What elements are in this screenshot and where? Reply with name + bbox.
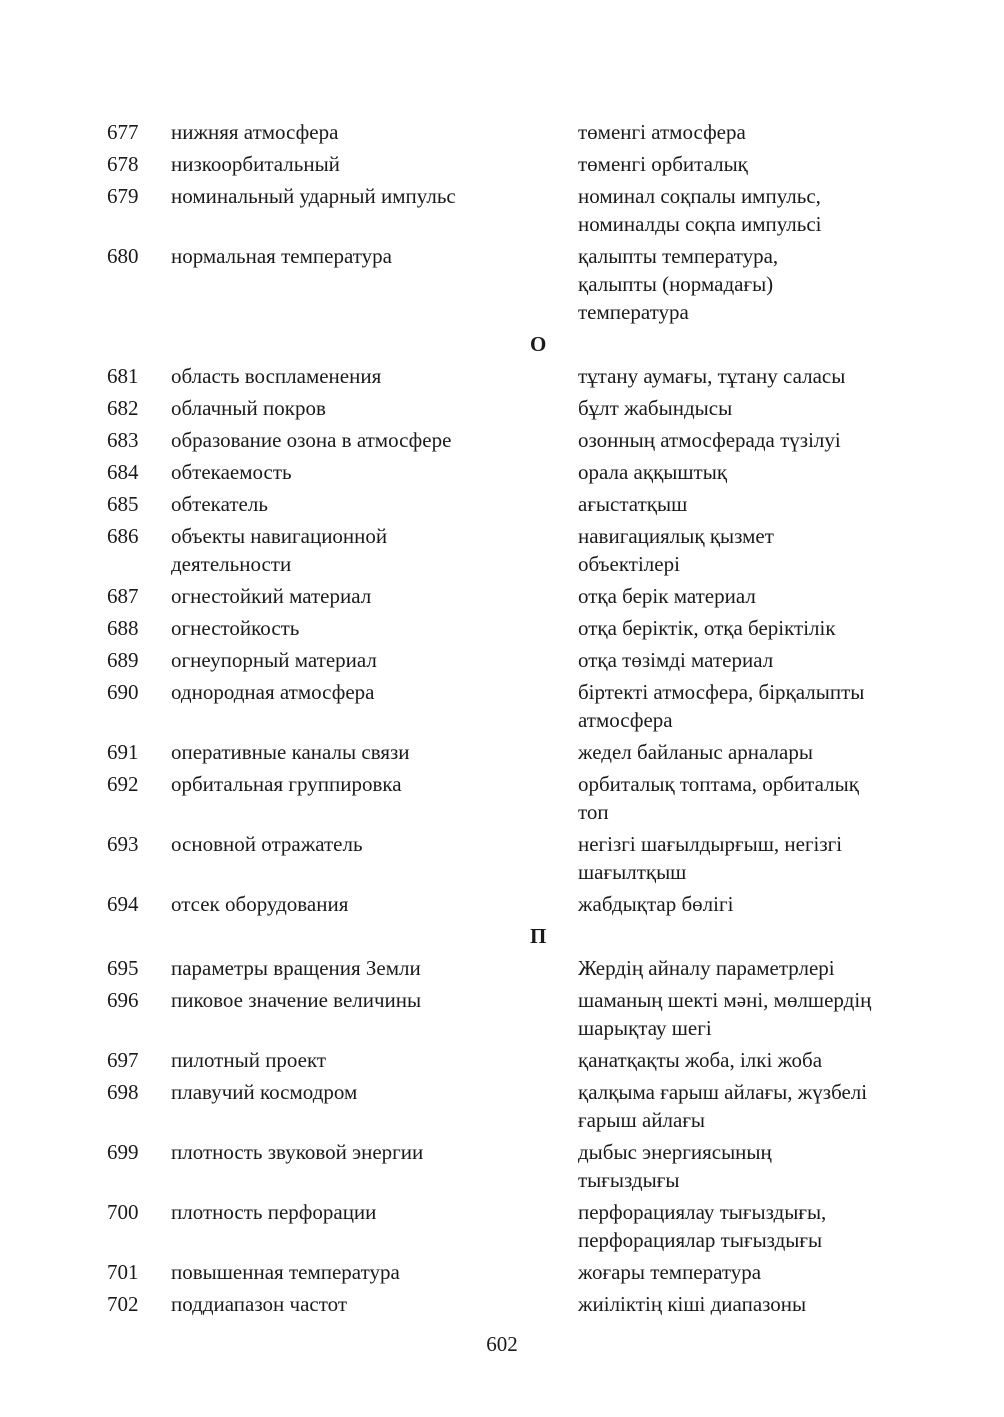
entry-number: 688 [107,616,139,640]
entry-number: 702 [107,1292,139,1316]
entry-number: 690 [107,680,139,704]
entry-row [0,426,1004,458]
kazakh-term [578,738,908,766]
kazakh-term-line: объектілері [578,552,680,576]
kazakh-term [578,582,908,610]
russian-term [171,646,561,674]
russian-term-line: нижняя атмосфера [171,120,339,144]
entry-row [0,1046,1004,1078]
entry-number: 677 [107,120,139,144]
kazakh-term-line: біртекті атмосфера, бірқалыпты [578,680,865,704]
kazakh-term [578,458,908,486]
kazakh-term-line: бұлт жабындысы [578,396,733,420]
russian-term-line: область воспламенения [171,364,382,388]
kazakh-term [578,986,908,1042]
entry-row [0,522,1004,582]
russian-term [171,1258,561,1286]
entry-row [0,954,1004,986]
entry-row [0,1138,1004,1198]
russian-term-line: огнестойкость [171,616,300,640]
russian-term-line: пилотный проект [171,1048,327,1072]
entry-number: 678 [107,152,139,176]
kazakh-term [578,614,908,642]
kazakh-term [578,394,908,422]
kazakh-term-line: озонның атмосферада түзілуі [578,428,841,452]
russian-term [171,362,561,390]
russian-term-line: облачный покров [171,396,326,420]
entry-number: 686 [107,524,139,548]
kazakh-term [578,242,908,326]
kazakh-term-line: шаманың шекті мәні, мөлшердің [578,988,872,1012]
russian-term [171,150,561,178]
kazakh-term [578,1290,908,1318]
entry-number: 694 [107,892,139,916]
russian-term [171,182,561,210]
entry-row [0,394,1004,426]
russian-term-line: плотность перфорации [171,1200,377,1224]
kazakh-term-line: шарықтау шегі [578,1016,712,1040]
entry-row [0,1258,1004,1290]
russian-term [171,426,561,454]
russian-term [171,614,561,642]
entry-number: 687 [107,584,139,608]
kazakh-term [578,890,908,918]
russian-term-line: отсек оборудования [171,892,349,916]
russian-term [171,1290,561,1318]
kazakh-term [578,118,908,146]
russian-term-line: номинальный ударный импульс [171,184,456,208]
entry-number: 696 [107,988,139,1012]
section-letter-heading [0,330,1004,362]
section-letter: П [530,924,547,948]
russian-term-line: обтекаемость [171,460,292,484]
entry-number: 679 [107,184,139,208]
russian-term-line: обтекатель [171,492,268,516]
kazakh-term-line: негізгі шағылдырғыш, негізгі [578,832,843,856]
kazakh-term [578,678,908,734]
entry-row [0,1290,1004,1322]
kazakh-term [578,1258,908,1286]
kazakh-term-line: Жердің айналу параметрлері [578,956,835,980]
russian-term-line: огнеупорный материал [171,648,377,672]
entry-row [0,1078,1004,1138]
kazakh-term-line: қалқыма ғарыш айлағы, жүзбелі [578,1080,868,1104]
kazakh-term-line: жоғары температура [578,1260,762,1284]
kazakh-term-line: жиіліктің кіші диапазоны [578,1292,807,1316]
russian-term-line: основной отражатель [171,832,363,856]
entry-number: 701 [107,1260,139,1284]
kazakh-term [578,1046,908,1074]
entry-row [0,490,1004,522]
kazakh-term [578,830,908,886]
russian-term [171,954,561,982]
kazakh-term-line: атмосфера [578,708,673,732]
kazakh-term [578,954,908,982]
kazakh-term-line: қанатқақты жоба, ілкі жоба [578,1048,823,1072]
kazakh-term-line: отқа беріктік, отқа беріктілік [578,616,836,640]
entry-row [0,458,1004,490]
russian-term-line: повышенная температура [171,1260,400,1284]
kazakh-term-line: ғарыш айлағы [578,1108,706,1132]
kazakh-term-line: қалыпты температура, [578,244,779,268]
entry-row [0,614,1004,646]
kazakh-term [578,182,908,238]
russian-term [171,1078,561,1106]
russian-term-line: образование озона в атмосфере [171,428,452,452]
entry-row [0,362,1004,394]
entry-row [0,118,1004,150]
kazakh-term-line: орбиталық топтама, орбиталық [578,772,859,796]
kazakh-term [578,426,908,454]
kazakh-term-line: тығыздығы [578,1168,680,1192]
entry-row [0,890,1004,922]
russian-term [171,394,561,422]
kazakh-term-line: номинал соқпалы импульс, [578,184,821,208]
russian-term [171,582,561,610]
entry-row [0,182,1004,242]
kazakh-term-line: ағыстатқыш [578,492,688,516]
russian-term [171,522,561,578]
kazakh-term-line: жедел байланыс арналары [578,740,813,764]
russian-term-line: огнестойкий материал [171,584,372,608]
entry-number: 698 [107,1080,139,1104]
entry-number: 700 [107,1200,139,1224]
kazakh-term-line: дыбыс энергиясының [578,1140,772,1164]
entry-number: 685 [107,492,139,516]
russian-term-line: нормальная температура [171,244,392,268]
entry-number: 681 [107,364,139,388]
russian-term-line: поддиапазон частот [171,1292,348,1316]
entry-number: 695 [107,956,139,980]
kazakh-term [578,646,908,674]
russian-term [171,458,561,486]
russian-term-line: объекты навигационной [171,524,388,548]
kazakh-term-line: температура [578,300,689,324]
entry-number: 680 [107,244,139,268]
entry-row [0,770,1004,830]
kazakh-term [578,1198,908,1254]
kazakh-term-line: перфорациялар тығыздығы [578,1228,823,1252]
entry-number: 693 [107,832,139,856]
kazakh-term-line: шағылтқыш [578,860,687,884]
kazakh-term [578,150,908,178]
russian-term-line: однородная атмосфера [171,680,375,704]
kazakh-term-line: топ [578,800,609,824]
russian-term-line: параметры вращения Земли [171,956,421,980]
kazakh-term [578,522,908,578]
kazakh-term-line: төменгі атмосфера [578,120,746,144]
russian-term [171,770,561,798]
russian-term-line: плавучий космодром [171,1080,358,1104]
russian-term-line: пиковое значение величины [171,988,422,1012]
kazakh-term [578,362,908,390]
entry-row [0,738,1004,770]
russian-term [171,1138,561,1166]
entry-row [0,830,1004,890]
russian-term [171,986,561,1014]
kazakh-term-line: отқа төзімді материал [578,648,774,672]
kazakh-term-line: жабдықтар бөлігі [578,892,734,916]
entry-number: 683 [107,428,139,452]
kazakh-term-line: қалыпты (нормадағы) [578,272,774,296]
entry-row [0,678,1004,738]
russian-term [171,1198,561,1226]
russian-term [171,890,561,918]
russian-term [171,738,561,766]
kazakh-term-line: перфорациялау тығыздығы, [578,1200,827,1224]
entry-number: 699 [107,1140,139,1164]
entry-number: 692 [107,772,139,796]
kazakh-term [578,1138,908,1194]
entry-row [0,242,1004,330]
russian-term-line: плотность звуковой энергии [171,1140,424,1164]
kazakh-term [578,490,908,518]
section-letter: О [530,332,547,356]
entry-number: 697 [107,1048,139,1072]
russian-term [171,242,561,270]
entry-row [0,646,1004,678]
russian-term-line: деятельности [171,552,292,576]
russian-term [171,830,561,858]
entry-number: 689 [107,648,139,672]
entry-row [0,1198,1004,1258]
entry-row [0,986,1004,1046]
section-letter-heading [0,922,1004,954]
russian-term [171,1046,561,1074]
russian-term-line: орбитальная группировка [171,772,402,796]
kazakh-term-line: тұтану аумағы, тұтану саласы [578,364,846,388]
entry-row [0,582,1004,614]
russian-term-line: низкоорбитальный [171,152,340,176]
kazakh-term-line: төменгі орбиталық [578,152,748,176]
entries-list [0,118,1004,1322]
kazakh-term-line: навигациялық қызмет [578,524,774,548]
page-number: 602 [486,1332,518,1356]
russian-term [171,490,561,518]
kazakh-term-line: номиналды соқпа импульсі [578,212,822,236]
kazakh-term-line: отқа берік материал [578,584,756,608]
entry-number: 682 [107,396,139,420]
russian-term-line: оперативные каналы связи [171,740,410,764]
kazakh-term-line: орала аққыштық [578,460,728,484]
entry-number: 691 [107,740,139,764]
kazakh-term [578,770,908,826]
russian-term [171,678,561,706]
kazakh-term [578,1078,908,1134]
russian-term [171,118,561,146]
entry-row [0,150,1004,182]
entry-number: 684 [107,460,139,484]
